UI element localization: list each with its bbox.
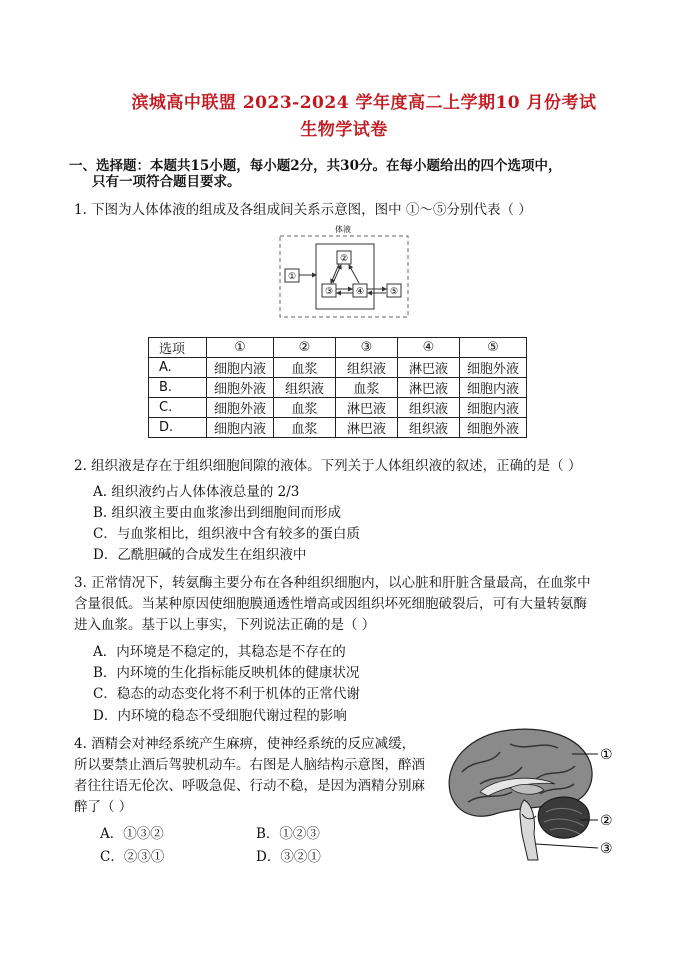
svg-text:①: ①: [287, 272, 297, 282]
table-cell: D.: [149, 418, 207, 438]
section-heading: 一、选择题：本题共15小题，每小题2分，共30分。在每小题给出的四个选项中，: [69, 158, 562, 174]
table-cell: 细胞内液: [460, 398, 527, 418]
table-cell: 组织液: [398, 398, 460, 418]
question-4-option-a[interactable]: A．①③②: [100, 826, 164, 842]
svg-text:②: ②: [339, 254, 349, 264]
question-4-stem-cont: 所以要禁止酒后驾驶机动车。右图是人脑结构示意图，醉酒: [74, 757, 425, 773]
diagram-outer-label: 体液: [335, 225, 351, 234]
svg-text:③: ③: [324, 287, 334, 297]
table-cell: 淋巴液: [336, 418, 398, 438]
table-cell: 细胞内液: [460, 378, 527, 398]
section-heading-cont: 只有一项符合题目要求。: [92, 174, 241, 190]
table-cell: 组织液: [336, 358, 398, 378]
table-cell: 细胞外液: [207, 398, 274, 418]
diagram-node-4: [353, 284, 367, 297]
answer-options-table: [148, 337, 527, 438]
body-fluid-diagram: [279, 223, 409, 319]
table-cell: B.: [149, 378, 207, 398]
question-3-option-b[interactable]: B．内环境的生化指标能反映机体的健康状况: [93, 665, 360, 681]
table-row: [149, 358, 527, 378]
table-cell: 细胞外液: [207, 378, 274, 398]
svg-text:⑤: ⑤: [389, 287, 399, 297]
table-cell: 细胞内液: [207, 418, 274, 438]
table-row: [149, 418, 527, 438]
question-4-option-b[interactable]: B．①②③: [256, 826, 320, 842]
table-cell: 淋巴液: [398, 358, 460, 378]
diagram-node-5: [387, 284, 401, 297]
table-cell: 淋巴液: [336, 398, 398, 418]
question-4-stem-cont: 者往往语无伦次、呼吸急促、行动不稳，是因为酒精分别麻: [74, 778, 425, 794]
question-3-stem-cont: 含量很低。当某种原因使细胞膜通透性增高或因组织坏死细胞破裂后，可有大量转氨酶: [74, 596, 587, 612]
question-4-stem: 4. 酒精会对神经系统产生麻痹，使神经系统的反应减缓，: [74, 736, 416, 752]
question-3-option-a[interactable]: A．内环境是不稳定的，其稳态是不存在的: [93, 644, 346, 660]
question-4-stem-cont: 醉了（ ）: [74, 799, 133, 815]
table-row: [149, 378, 527, 398]
table-cell: 组织液: [398, 418, 460, 438]
diagram-node-1: [285, 269, 299, 282]
table-cell: 细胞外液: [460, 358, 527, 378]
brain-label-1: ①: [600, 747, 613, 763]
table-header: ③: [336, 338, 398, 358]
table-cell: 血浆: [336, 378, 398, 398]
table-cell: 淋巴液: [398, 378, 460, 398]
table-header: ⑤: [460, 338, 527, 358]
table-cell: 细胞外液: [460, 418, 527, 438]
table-header: ④: [398, 338, 460, 358]
table-cell: 细胞内液: [207, 358, 274, 378]
brain-structure-diagram: [440, 722, 620, 862]
question-2-option-a[interactable]: A. 组织液约占人体体液总量的 2/3: [93, 484, 300, 500]
diagram-node-3: [322, 284, 336, 297]
question-2-stem: 2. 组织液是存在于组织细胞间隙的液体。下列关于人体组织液的叙述，正确的是（ ）: [74, 458, 582, 474]
question-2-option-c[interactable]: C．与血浆相比，组织液中含有较多的蛋白质: [93, 526, 360, 542]
table-header-row: [149, 338, 527, 358]
table-header: ②: [274, 338, 336, 358]
question-2-option-d[interactable]: D．乙酰胆碱的合成发生在组织液中: [93, 547, 307, 563]
question-2-option-b[interactable]: B. 组织液主要由血浆渗出到细胞间而形成: [93, 505, 342, 521]
diagram-node-2: [337, 251, 351, 264]
table-cell: 组织液: [274, 378, 336, 398]
exam-title: 滨城高中联盟 2023-2024 学年度高二上学期10 月份考试: [131, 93, 597, 113]
exam-subtitle: 生物学试卷: [300, 120, 388, 140]
table-cell: C.: [149, 398, 207, 418]
table-cell: 血浆: [274, 418, 336, 438]
question-3-option-d[interactable]: D．内环境的稳态不受细胞代谢过程的影响: [93, 708, 347, 724]
question-3-option-c[interactable]: C．稳态的动态变化将不利于机体的正常代谢: [93, 686, 360, 702]
question-3-stem: 3. 正常情况下，转氨酶主要分布在各种组织细胞内，以心脏和肝脏含量最高，在血浆中: [74, 575, 591, 591]
table-cell: 血浆: [274, 398, 336, 418]
question-4-option-d[interactable]: D．③②①: [256, 849, 321, 865]
brain-label-3: ③: [600, 841, 613, 857]
table-row: [149, 398, 527, 418]
table-cell: A.: [149, 358, 207, 378]
question-4-option-c[interactable]: C．②③①: [100, 849, 165, 865]
table-header: ①: [207, 338, 274, 358]
svg-text:④: ④: [355, 287, 365, 297]
question-1-stem: 1. 下图为人体体液的组成及各组成间关系示意图，图中 ①～⑤分别代表（ ）: [74, 202, 532, 218]
brain-label-2: ②: [600, 813, 613, 829]
question-3-stem-cont: 进入血浆。基于以上事实，下列说法正确的是（ ）: [74, 617, 376, 633]
table-header: 选项: [149, 338, 207, 358]
table-cell: 血浆: [274, 358, 336, 378]
